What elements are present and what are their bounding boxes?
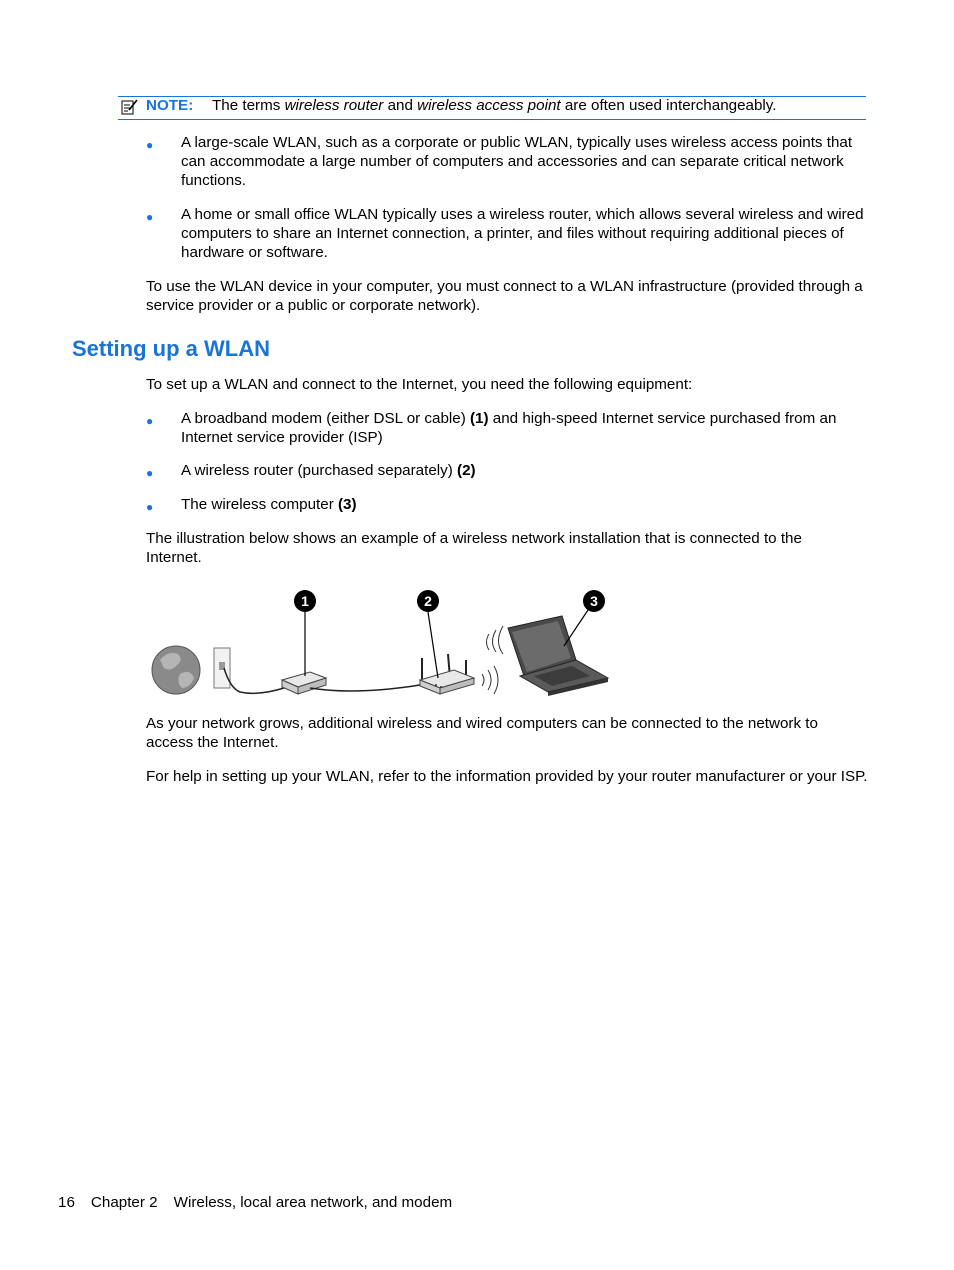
callout-3 [583,590,605,612]
callout-3-label: 3 [590,593,598,609]
page-footer [58,1193,468,1212]
wireless-signal-icon [482,626,503,694]
callout-2-label: 2 [424,593,432,609]
footer-chapter-title: Wireless, local area network, and modem [173,1194,453,1211]
callout-1 [294,590,316,612]
bullet-home-wlan: A home or small office WLAN typically uses a wireless router, which allows several wireless and wired computers to share an Internet connection, a printer, and files without requiring additional pieces of hardware or software. [181,206,864,261]
bullet-icon: ● [146,466,154,480]
page-number: 16 [58,1194,75,1211]
router-icon [420,654,474,694]
note-pencil-icon [120,98,138,116]
bullet-icon: ● [146,414,154,428]
paragraph-help: For help in setting up your WLAN, refer to the information provided by your router manufacturer or your ISP. [146,768,868,785]
equipment-router: A wireless router (purchased separately) (2) [181,462,476,479]
note-text: The terms wireless router and wireless access point are often used interchangeably. [212,97,777,114]
globe-icon [152,646,200,694]
bullet-icon: ● [146,500,154,514]
section-intro: To set up a WLAN and connect to the Internet, you need the following equipment: [146,376,693,393]
bullet-icon: ● [146,138,154,152]
wireless-network-illustration [148,588,613,710]
bullet-large-scale-wlan: A large-scale WLAN, such as a corporate or public WLAN, typically uses wireless access points that can accommodate a large number of computers and accessories and can separate critical network functions. [181,134,853,189]
paragraph-infrastructure: To use the WLAN device in your computer, you must connect to a WLAN infrastructure (provided through a service provider or a public or corporate network). [146,278,863,314]
callout-1-label: 1 [301,593,309,609]
laptop-icon [508,616,608,696]
note-term-router: wireless router [284,97,384,114]
section-heading: Setting up a WLAN [72,336,270,361]
equipment-computer: The wireless computer (3) [181,496,357,513]
illustration-intro: The illustration below shows an example of a wireless network installation that is connected to the Internet. [146,530,802,566]
note-term-access-point: wireless access point [417,97,561,114]
footer-chapter: Chapter 2 [90,1194,158,1211]
equipment-modem: A broadband modem (either DSL or cable) (1) and high-speed Internet service purchased from an Internet service provider (ISP) [181,410,837,446]
bullet-icon: ● [146,210,154,224]
callout-2 [417,590,439,612]
wall-jack-icon [214,648,230,688]
modem-icon [282,672,326,694]
note-label: NOTE: [146,97,194,114]
paragraph-network-grows: As your network grows, additional wireless and wired computers can be connected to the network to access the Internet. [146,715,818,751]
